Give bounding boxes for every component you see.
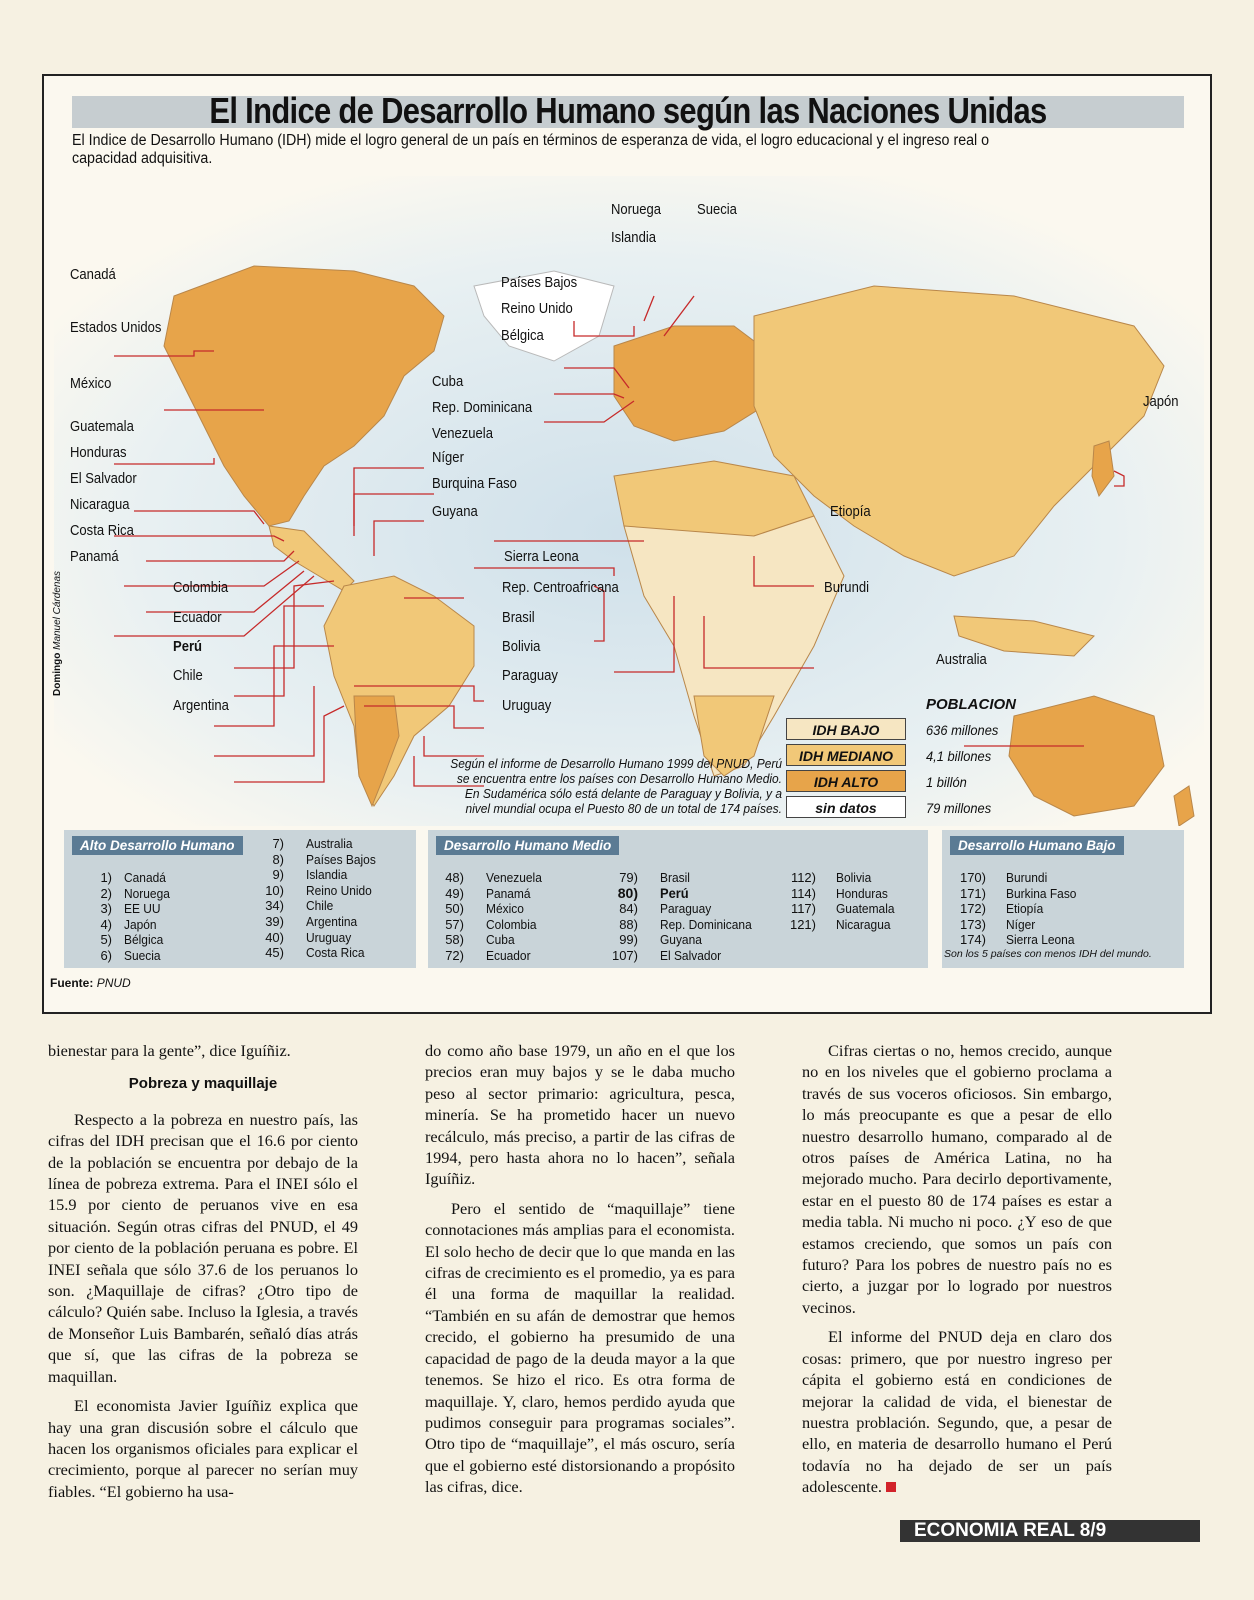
rank-country: Sierra Leona [1006,932,1075,948]
rank-number: 117) [790,901,816,917]
rank-number: 121) [789,916,816,932]
article-text: bienestar para la gente”, dice Iguíñiz. [48,1041,291,1060]
map-label: Rep. Dominicana [432,400,533,416]
map-label: Países Bajos [501,275,578,291]
rank-country: Chile [306,898,334,914]
map-label: Argentina [173,698,229,714]
rank-number: 7) [272,836,284,851]
map-label: Australia [936,652,987,668]
rank-number: 49) [445,885,464,901]
map-label: Reino Unido [501,301,573,317]
rank-number: 40) [265,929,284,945]
panel-medio-heading: Desarrollo Humano Medio [436,836,619,855]
rank-number: 9) [272,867,284,883]
map-label: Canadá [70,267,116,283]
rank-number: 50) [445,901,464,917]
map-label: Estados Unidos [70,320,162,336]
rank-country: Uruguay [306,929,352,945]
article-text: do como año base 1979, un año en el que los precios eran muy bajos y se le daba mucho peso al sector primario: agricultura, pesca, minería. Se ha prometido hacer un nuevo recálculo, más preciso, a partir de las cifras de 1994, pero hasta ahora no lo hacen”, señala Iguíñiz. [425,1041,735,1189]
rank-number: 99) [619,932,638,948]
panel-alto-heading: Alto Desarrollo Humano [72,836,243,855]
rank-number: 79) [619,870,638,885]
rank-country: Colombia [486,916,537,932]
rank-country: Ecuador [486,948,531,963]
map-label: Suecia [697,202,737,218]
rank-number: 39) [265,914,284,929]
panel-bajo-footnote: Son los 5 países con menos IDH del mundo. [944,948,1152,960]
map-label: Guyana [432,504,478,520]
rank-number: 8) [272,851,284,867]
map-label: Burundi [824,580,869,596]
legend-value: 1 billón [926,774,967,790]
rank-country: El Salvador [660,948,722,963]
map-label: Uruguay [502,698,552,714]
rank-number: 107) [611,948,638,963]
map-label: Etiopía [830,504,871,520]
map-label: Ecuador [173,610,222,626]
rank-country: EE UU [124,901,161,917]
map-label-peru: Perú [173,639,203,655]
source-line [50,976,131,990]
rank-country: Costa Rica [306,945,365,961]
map-label: El Salvador [70,471,137,487]
map-label: Burquina Faso [432,476,517,492]
map-label: Paraguay [502,668,558,684]
legend-value: 4,1 billones [926,748,992,764]
legend-value: 636 millones [926,722,999,738]
rank-country: Paraguay [660,901,712,917]
rank-number: 171) [959,885,986,901]
map-label: Colombia [173,580,229,596]
rank-number: 112) [790,870,816,885]
map-label: Níger [432,450,464,466]
world-map [54,176,1204,826]
end-mark-icon [886,1482,896,1492]
rank-country: Panamá [486,885,531,901]
infographic [42,74,1212,1014]
legend-swatch-bajo: IDH BAJO [786,718,906,740]
rank-number: 88) [619,916,638,932]
rank-country: Países Bajos [306,851,376,867]
rank-number: 170) [959,870,986,885]
credit-label: Domingo [52,652,63,696]
rank-country: Islandia [306,867,348,883]
credit [52,571,63,696]
rank-number: 57) [445,916,464,932]
map-label: Nicaragua [70,497,130,513]
rank-country: Etiopía [1006,901,1044,917]
rank-country: Bélgica [124,932,164,948]
article-col-3 [802,1040,1112,1498]
rank-country: Guatemala [836,901,895,917]
article-col-2 [425,1040,735,1498]
rank-country: Australia [306,836,353,851]
rank-country: Reino Unido [306,882,372,898]
map-label: Guatemala [70,419,134,435]
rank-number: 10) [265,882,284,898]
rank-number-highlight: 80) [617,884,638,901]
rank-number: 172) [959,901,986,917]
article-heading: Pobreza y maquillaje [128,1075,278,1093]
rank-country: Suecia [124,948,161,963]
infographic-subtitle: El Indice de Desarrollo Humano (IDH) mide el logro general de un país en términos de esperanza de vida, el logro educacional y el ingreso real o capacidad adquisitiva. [72,132,990,167]
map-label: Venezuela [432,426,493,442]
map-label: Costa Rica [70,523,134,539]
infographic-title: El Indice de Desarrollo Humano según las Naciones Unidas [209,90,1047,131]
rank-country [660,886,689,902]
rank-number: 1) [100,870,112,885]
rank-country: Burundi [1006,870,1048,885]
article-text [802,1326,1112,1497]
map-label: Islandia [611,230,656,246]
panel-medio [428,830,928,968]
map-label: Noruega [611,202,662,218]
panel-bajo-heading: Desarrollo Humano Bajo [950,836,1124,855]
credit-author: Manuel Cárdenas [52,570,63,650]
panel-alto [64,830,416,968]
rank-country: Níger [1006,916,1036,932]
rank-country: Argentina [306,914,358,929]
page-footer: ECONOMIA REAL 8/9 [900,1520,1200,1542]
map-label: Bélgica [501,328,544,344]
rank-number: 3) [100,901,112,917]
rank-number: 5) [100,932,112,948]
rank-number: 6) [100,948,112,963]
source-label: Fuente: [50,976,94,990]
rank-country: Noruega [124,885,170,901]
rank-number: 114) [790,885,816,901]
legend-value: 79 millones [926,800,992,816]
rank-number: 174) [959,932,986,948]
rank-number: 173) [959,916,986,932]
legend-swatch-sin-datos: sin datos [786,796,906,818]
rank-country: Canadá [124,870,166,885]
article-text: Cifras ciertas o no, hemos crecido, aunque no en los niveles que el gobierno proclama a través de sus voceros oficiosos. Sin embargo, lo más preocupante es que a pesar de ello nuestro desarrollo humano, comparado al de otros países de América Latina, no ha mejorado mucho. Para decirlo deportivamente, estar en el puesto 80 de 174 países es estar a media tabla. Ni mucho ni poco. ¿Y eso de que estamos creciendo, que somos un país con futuro? Para los pobres de nuestro país no es cierto, a juzgar por lo logrado por nuestros vecinos. [802,1041,1112,1317]
rank-number: 45) [265,945,284,961]
rank-country: México [486,901,524,917]
map-label: Sierra Leona [504,549,579,565]
rank-country: Venezuela [486,870,542,885]
rank-number: 48) [445,870,464,885]
map-note: Según el informe de Desarrollo Humano 1999 del PNUD, Perú se encuentra entre los países con Desarrollo Humano Medio. En Sudamérica sólo está delante de Paraguay y Bolivia, y a nivel mundial ocupa el Puesto 80 de un total de 174 países. [450,756,782,816]
map-label: Bolivia [502,639,541,655]
rank-country: Cuba [486,932,515,948]
map-label: Cuba [432,374,464,390]
article-text: Pero el sentido de “maquillaje” tiene connotaciones más amplias para el economista. El solo hecho de decir que lo que manda en las cifras de crecimiento es el promedio, ya es para él una forma de maquillar la realidad. “También en su afán de demostrar que hemos crecido, el gobierno ha presumido de una capacidad de pago de la deuda mayor a la que tenemos. Se hizo el rico. Es otra forma de maquillaje. Y, claro, hemos perdido ayuda que pudimos conseguir para programas sociales”. Otro tipo de “maquillaje”, el más oscuro, sería que el gobierno esté distorsionando a propósito las cifras, dice. [425,1198,735,1497]
rank-number: 34) [265,898,284,914]
rank-country: Bolivia [836,870,872,885]
rank-country: Rep. Dominicana [660,916,752,932]
rank-country: Guyana [660,932,702,948]
article-text: Respecto a la pobreza en nuestro país, las cifras del IDH precisan que el 16.6 por ciento de la población se encuentra por debajo de la línea de pobreza extrema. Para el INEI sólo el 15.9 por ciento de peruanos vive en esa situación. Según otras cifras del PNUD, el 49 por ciento de la población peruana es pobre. El INEI señala que sólo 37.6 de los peruanos lo son. ¿Maquillaje de cifras? ¿Otro tipo de cálculo? Quién sabe. Incluso la Iglesia, a través de Monseñor Luis Bambarén, señaló días atrás que sí, que las cifras de la pobreza se maquillan. [48,1109,358,1386]
map-label: Japón [1143,394,1179,410]
legend-title: POBLACION [926,696,1016,713]
article-text: El economista Javier Iguíñiz explica que hay una gran discusión sobre el cálculo que hacen los organismos oficiales para explicar el crecimiento, porque al parecer no serían muy fiables. “El gobierno ha usa- [48,1396,358,1501]
legend-swatch-alto: IDH ALTO [786,770,906,792]
source-value: PNUD [96,976,131,990]
map-label: México [70,376,112,392]
map-label: Panamá [70,549,119,565]
article-text-final: El informe del PNUD deja en claro dos cosas: primero, que por nuestro ingreso per cápita el gobierno está en condiciones de mejorar la calidad de vida, el bienestar de nuestra problación. Segundo, que, a pesar de ello, en materia de desarrollo humano el Perú todavía no ha dejado de ser un país adolescente. [802,1327,1112,1497]
rank-number: 72) [445,948,464,963]
map-label: Honduras [70,445,127,461]
rank-country: Burkina Faso [1006,885,1077,901]
rank-country-highlight: Perú [660,884,689,901]
rank-country: Nicaragua [836,916,891,932]
rank-number: 58) [445,932,464,948]
map-label: Chile [173,668,203,684]
rank-country: Japón [124,916,157,932]
rank-number: 4) [100,916,112,932]
legend-swatch-mediano: IDH MEDIANO [786,744,906,766]
map-label: Brasil [502,610,535,626]
rank-country: Honduras [836,885,888,901]
rank-number [604,886,638,902]
rank-number: 2) [100,885,112,901]
map-label: Rep. Centroafricana [502,580,619,596]
article-col-1 [48,1040,358,1502]
rank-number: 84) [619,901,638,917]
rank-country: Brasil [660,870,690,885]
